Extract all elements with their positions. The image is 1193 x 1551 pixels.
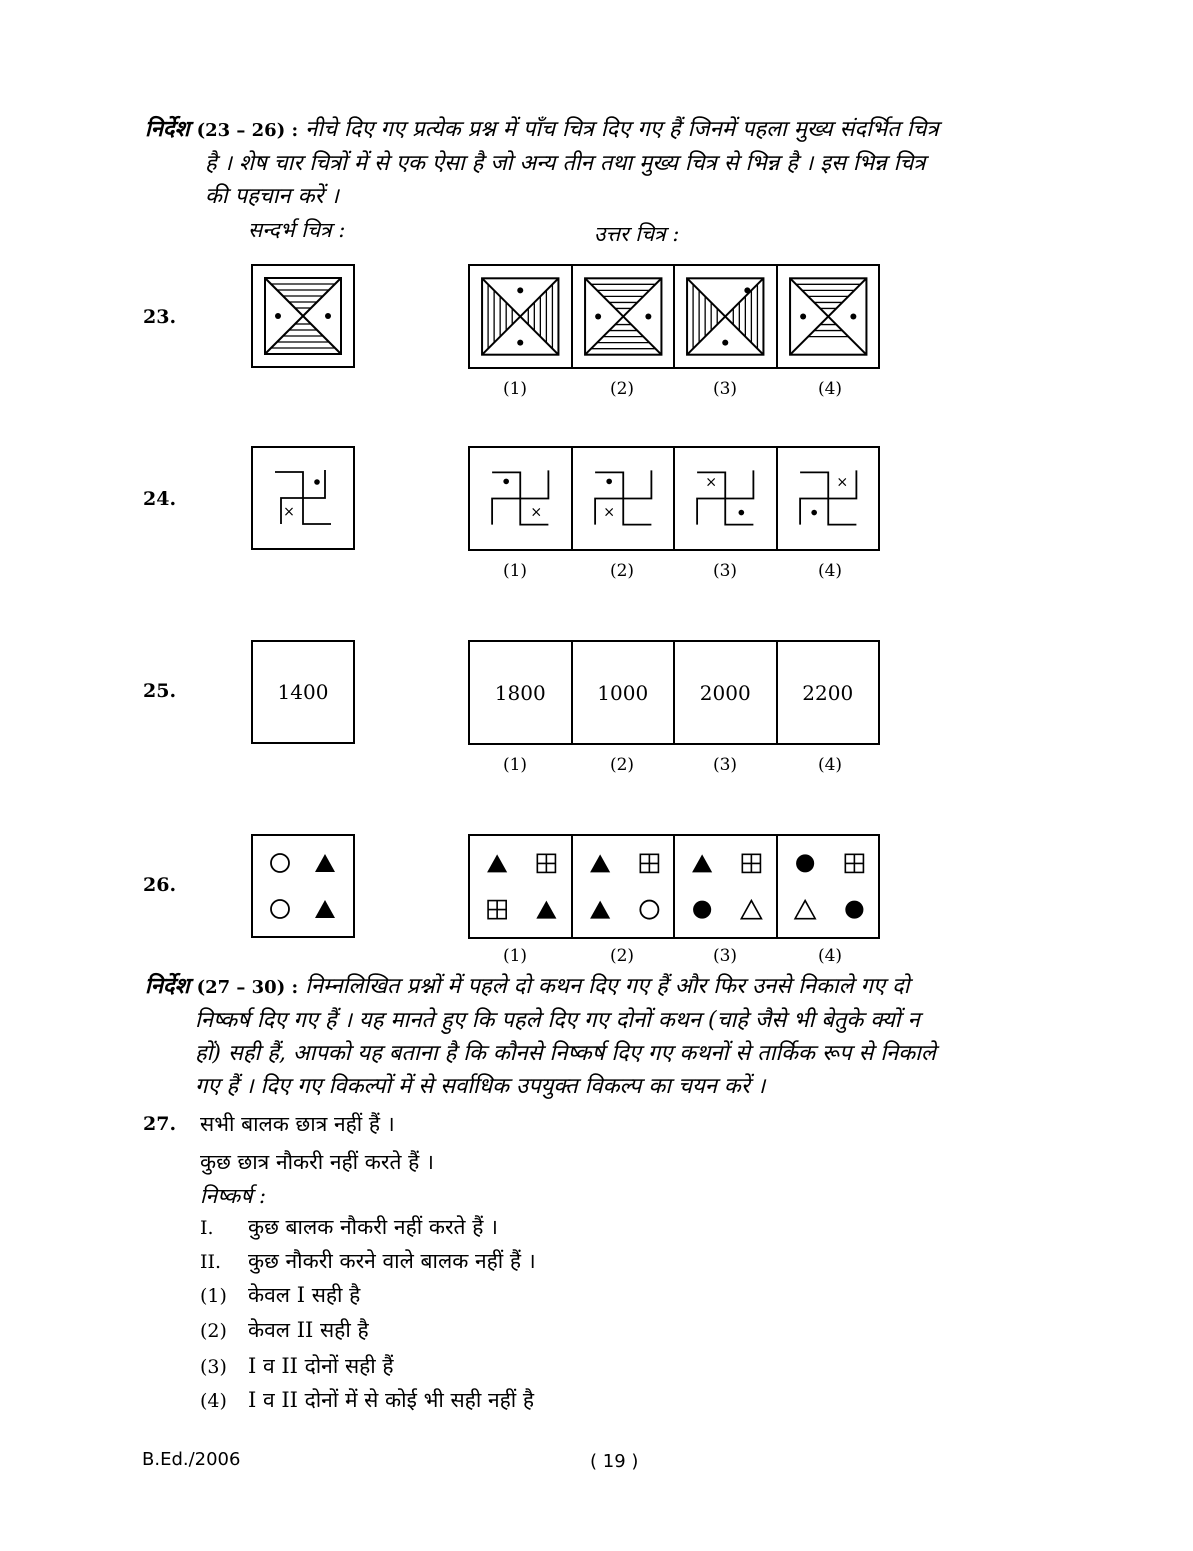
question-26-number: 26.: [143, 874, 177, 896]
q23-option-1[interactable]: [470, 266, 573, 367]
shapes-figure-icon: [778, 836, 879, 937]
q24-label-2: (2): [609, 561, 635, 581]
q27-statement-1: सभी बालक छात्र नहीं हैं ।: [200, 1112, 395, 1136]
q27-option-2[interactable]: [200, 1316, 369, 1344]
q25-option-4[interactable]: 2200: [802, 680, 854, 705]
q26-label-4: (4): [817, 946, 843, 966]
q23-option-4[interactable]: [778, 266, 879, 367]
conclusion-text: कुछ बालक नौकरी नहीं करते हैं ।: [248, 1215, 498, 1239]
directions-range: (27 – 30) :: [196, 977, 299, 998]
swastika-figure-icon: [470, 448, 571, 549]
q27-conclusion-label: निष्कर्ष :: [200, 1184, 267, 1208]
hourglass-figure-icon: [778, 266, 879, 367]
q25-option-2[interactable]: 1000: [573, 642, 676, 743]
option-text: केवल II सही है: [248, 1318, 369, 1342]
q24-label-3: (3): [712, 561, 738, 581]
swastika-figure-icon: [573, 448, 674, 549]
q25-answer-figures: [468, 640, 880, 745]
question-27-number: 27.: [143, 1113, 177, 1135]
q25-option-3[interactable]: 2000: [675, 642, 778, 743]
q26-option-2[interactable]: [573, 836, 676, 937]
question-24-number: 24.: [143, 488, 177, 510]
q26-option-1[interactable]: [470, 836, 573, 937]
conclusion-label: II.: [200, 1251, 222, 1273]
option-label: (4): [200, 1390, 227, 1412]
q23-option-3[interactable]: [675, 266, 778, 367]
q25-label-2: (2): [609, 755, 635, 775]
hourglass-figure-icon: [253, 266, 353, 366]
vertical-bowtie-icon: [675, 266, 776, 367]
q27-conclusion-2: [200, 1247, 536, 1275]
swastika-figure-icon: [778, 448, 879, 549]
swastika-figure-icon: [675, 448, 776, 549]
option-label: (3): [200, 1356, 227, 1378]
q23-label-2: (2): [609, 379, 635, 399]
shapes-figure-icon: [675, 836, 776, 937]
question-23-number: 23.: [143, 306, 177, 328]
answer-figure-header: उत्तर चित्र :: [594, 222, 680, 246]
q26-option-3[interactable]: [675, 836, 778, 937]
directions-line2: निष्कर्ष दिए गए हैं । यह मानते हुए कि पहले दिए गए दोनों कथन (चाहे जैसे भी बेतुके क्यों न: [195, 1008, 920, 1033]
shapes-figure-icon: [253, 836, 353, 936]
option-text: I व II दोनों में से कोई भी सही नहीं है: [248, 1388, 535, 1412]
conclusion-label: I.: [200, 1217, 214, 1239]
q26-option-4[interactable]: [778, 836, 879, 937]
svg-text:×: ×: [530, 504, 543, 521]
q24-reference-figure: [251, 446, 355, 550]
q26-reference-figure: [251, 834, 355, 938]
q24-option-2[interactable]: [573, 448, 676, 549]
svg-text:×: ×: [283, 504, 295, 520]
svg-text:×: ×: [705, 474, 718, 491]
reference-figure-header: सन्दर्भ चित्र :: [248, 218, 346, 242]
hourglass-figure-icon: [573, 266, 674, 367]
option-text: I व II दोनों सही हैं: [248, 1354, 394, 1378]
directions-line3: हों) सही हैं, आपको यह बताना है कि कौनसे निष्कर्ष दिए गए कथनों से तार्किक रूप से निकाले: [195, 1041, 936, 1066]
q23-label-4: (4): [817, 379, 843, 399]
q23-option-2[interactable]: [573, 266, 676, 367]
q25-reference-figure: 1400: [251, 640, 355, 744]
directions-range: (23 – 26) :: [196, 120, 299, 141]
directions-23-26: [145, 113, 1105, 213]
footer-code: B.Ed./2006: [142, 1449, 241, 1470]
q27-option-1[interactable]: [200, 1281, 360, 1309]
shapes-figure-icon: [573, 836, 674, 937]
q27-conclusion-1: [200, 1213, 498, 1241]
directions-27-30: [145, 970, 1105, 1103]
q24-option-1[interactable]: [470, 448, 573, 549]
shapes-figure-icon: [470, 836, 571, 937]
q26-label-1: (1): [502, 946, 528, 966]
directions-line1: नीचे दिए गए प्रत्येक प्रश्न में पाँच चित्र दिए गए हैं जिनमें पहला मुख्य संदर्भित चित्र: [305, 117, 939, 142]
option-text: केवल I सही है: [248, 1283, 361, 1307]
directions-line2: है । शेष चार चित्रों में से एक ऐसा है जो अन्य तीन तथा मुख्य चित्र से भिन्न है । इस भिन्न चित्र: [205, 151, 926, 176]
option-label: (1): [200, 1285, 227, 1307]
swastika-figure-icon: [253, 448, 353, 548]
q26-answer-figures: [468, 834, 880, 939]
q24-answer-figures: [468, 446, 880, 551]
q26-label-3: (3): [712, 946, 738, 966]
option-label: (2): [200, 1320, 227, 1342]
conclusion-text: कुछ नौकरी करने वाले बालक नहीं हैं ।: [248, 1249, 536, 1273]
q24-option-3[interactable]: [675, 448, 778, 549]
q25-option-1[interactable]: 1800: [470, 642, 573, 743]
q24-label-4: (4): [817, 561, 843, 581]
q26-label-2: (2): [609, 946, 635, 966]
q27-statement-2: कुछ छात्र नौकरी नहीं करते हैं ।: [200, 1150, 434, 1174]
directions-lead: निर्देश: [145, 973, 190, 999]
directions-line1: निम्नलिखित प्रश्नों में पहले दो कथन दिए गए हैं और फिर उनसे निकाले गए दो: [305, 974, 910, 999]
q23-label-1: (1): [502, 379, 528, 399]
q23-answer-figures: [468, 264, 880, 369]
q25-label-3: (3): [712, 755, 738, 775]
q23-reference-figure: [251, 264, 355, 368]
directions-line3: की पहचान करें ।: [205, 184, 339, 209]
page-number: ( 19 ): [590, 1451, 639, 1472]
vertical-bowtie-icon: [470, 266, 571, 367]
q23-label-3: (3): [712, 379, 738, 399]
q24-option-4[interactable]: [778, 448, 879, 549]
q27-option-3[interactable]: [200, 1352, 394, 1380]
directions-lead: निर्देश: [145, 116, 190, 142]
directions-line4: गए हैं । दिए गए विकल्पों में से सर्वाधिक उपयुक्त विकल्प का चयन करें ।: [195, 1074, 766, 1099]
q25-label-4: (4): [817, 755, 843, 775]
q24-label-1: (1): [502, 561, 528, 581]
question-25-number: 25.: [143, 680, 177, 702]
svg-text:×: ×: [602, 504, 615, 521]
q25-label-1: (1): [502, 755, 528, 775]
q27-option-4[interactable]: [200, 1386, 534, 1414]
svg-text:×: ×: [835, 474, 848, 491]
